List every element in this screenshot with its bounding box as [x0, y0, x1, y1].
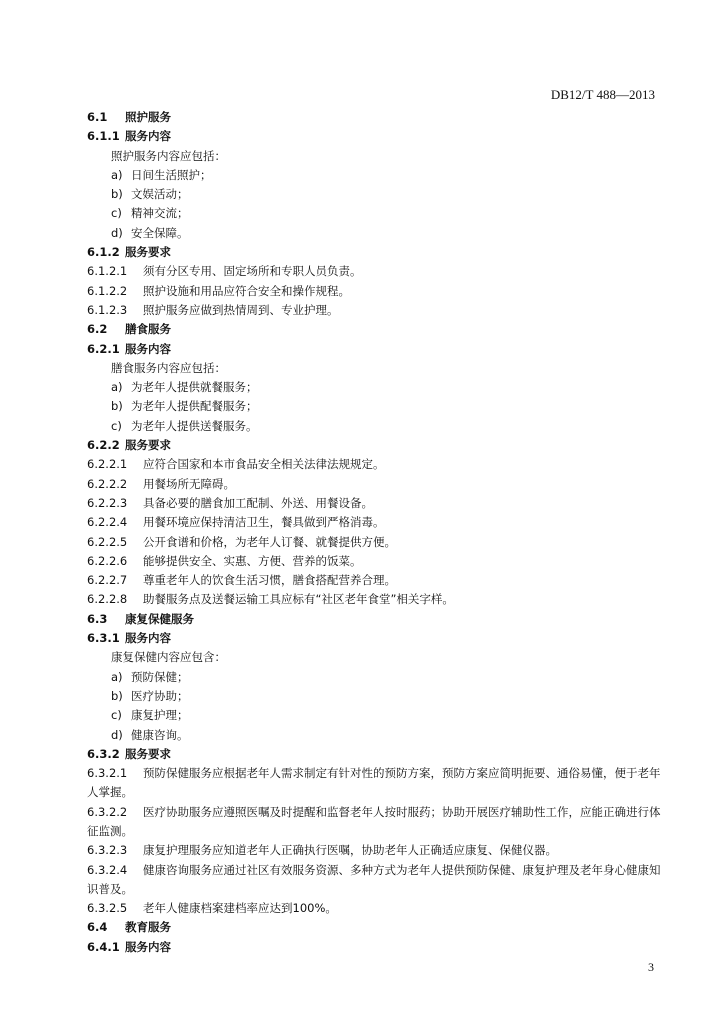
- list-item: d) 健康咨询。: [111, 727, 189, 742]
- list-item: c) 精神交流；: [111, 206, 189, 221]
- subsection-heading: 6.3.1 服务内容: [87, 631, 171, 646]
- clause: 6.2.2.5 公开食谱和价格，为老年人订餐、就餐提供方便。: [87, 534, 396, 549]
- section-heading: 6.1 照护服务: [87, 110, 171, 124]
- page-number: 3: [648, 960, 654, 974]
- clause: 6.3.2.3 康复护理服务应知道老年人正确执行医嘱，协助老年人正确适应康复、保健仪器。: [87, 843, 557, 858]
- subsection-heading: 6.4.1 服务内容: [87, 939, 171, 954]
- section-heading: 6.4 教育服务: [87, 920, 171, 935]
- clause: 6.3.2.1 预防保健服务应根据老年人需求制定有针对性的预防方案，预防方案应简明扼要、通俗易懂，便于老年人掌握。: [87, 766, 661, 800]
- list-item: c) 康复护理；: [111, 708, 189, 723]
- clause: 6.2.2.1 应符合国家和本市食品安全相关法律法规规定。: [87, 457, 385, 472]
- list-item: d) 安全保障。: [111, 225, 189, 240]
- clause: 6.1.2.2 照护设施和用品应符合安全和操作规程。: [87, 283, 350, 298]
- clause: 6.3.2.2 医疗协助服务应遵照医嘱及时提醒和监督老年人按时服药；协助开展医疗辅助性工作，应能正确进行体征监测。: [87, 804, 661, 838]
- clause: 6.3.2.5 老年人健康档案建档率应达到100%。: [87, 901, 337, 916]
- list-item: a) 为老年人提供就餐服务；: [111, 380, 258, 395]
- subsection-heading: 6.3.2 服务要求: [87, 746, 171, 761]
- list-item: b) 为老年人提供配餐服务；: [111, 399, 258, 414]
- clause: 6.1.2.3 照护服务应做到热情周到、专业护理。: [87, 302, 339, 317]
- clause: 6.2.2.7 尊重老年人的饮食生活习惯，膳食搭配营养合理。: [87, 573, 396, 588]
- clause: 6.2.2.6 能够提供安全、实惠、方便、营养的饭菜。: [87, 553, 362, 568]
- intro-text: 照护服务内容应包括：: [111, 148, 226, 163]
- list-item: a) 日间生活照护；: [111, 167, 212, 182]
- clause: 6.1.2.1 须有分区专用、固定场所和专职人员负责。: [87, 264, 362, 279]
- intro-text: 膳食服务内容应包括：: [111, 360, 226, 375]
- intro-text: 康复保健内容应包含：: [111, 650, 226, 665]
- list-item: c) 为老年人提供送餐服务。: [111, 418, 258, 433]
- section-heading: 6.2 膳食服务: [87, 322, 171, 337]
- section-heading: 6.3 康复保健服务: [87, 611, 194, 626]
- subsection-heading: 6.1.2 服务要求: [87, 245, 171, 260]
- clause: 6.2.2.4 用餐环境应保持清洁卫生，餐具做到严格消毒。: [87, 515, 385, 530]
- document-body: [87, 108, 667, 957]
- clause: 6.2.2.8 助餐服务点及送餐运输工具应标有“社区老年食堂”相关字样。: [87, 592, 454, 607]
- document-code: DB12/T 488—2013: [550, 87, 655, 102]
- clause: 6.3.2.4 健康咨询服务应通过社区有效服务资源、多种方式为老年人提供预防保健、康复护理及老年身心健康知识普及。: [87, 862, 661, 896]
- list-item: b) 文娱活动；: [111, 187, 189, 202]
- clause: 6.2.2.3 具备必要的膳食加工配制、外送、用餐设备。: [87, 495, 373, 510]
- subsection-heading: 6.2.1 服务内容: [87, 341, 171, 356]
- clause: 6.2.2.2 用餐场所无障碍。: [87, 476, 235, 491]
- subsection-heading: 6.1.1 服务内容: [87, 129, 171, 144]
- list-item: b) 医疗协助；: [111, 688, 189, 703]
- subsection-heading: 6.2.2 服务要求: [87, 438, 171, 453]
- list-item: a) 预防保健；: [111, 669, 189, 684]
